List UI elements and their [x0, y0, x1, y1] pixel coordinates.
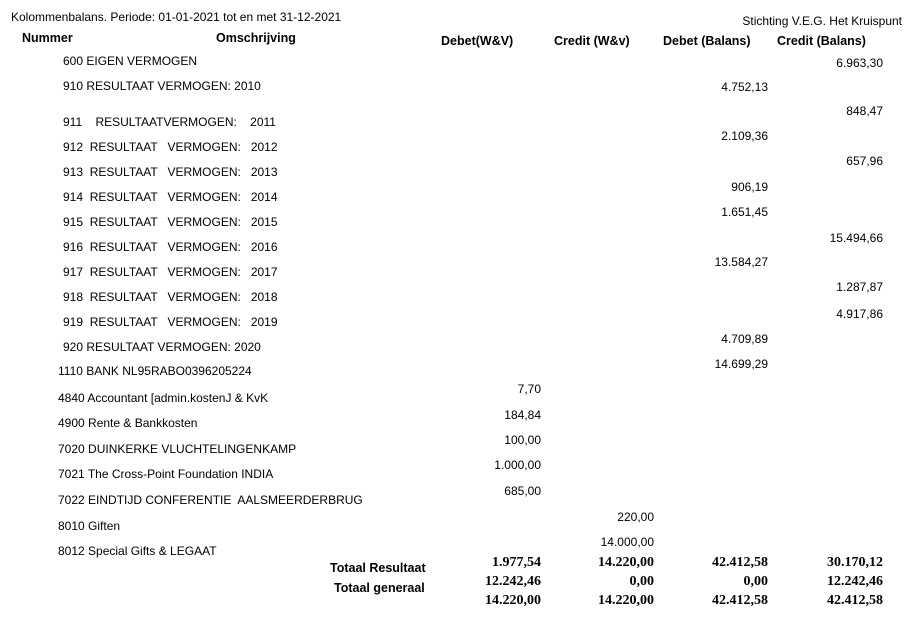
amount-debet-wv: 7,70 [517, 382, 541, 396]
column-header-credit-balans: Credit (Balans) [777, 34, 866, 48]
account-label: 600 EIGEN VERMOGEN [63, 54, 198, 68]
account-label: 8012 Special Gifts & LEGAAT [58, 544, 217, 558]
totaal-generaal-credit-wv: 0,00 [629, 574, 654, 589]
totaal-generaal-debet-wv: 12.242,46 [485, 574, 541, 589]
account-label: 913 RESULTAAT VERMOGEN: 2013 [63, 165, 278, 179]
account-label: 8010 Giften [58, 519, 121, 533]
account-label: 917 RESULTAAT VERMOGEN: 2017 [63, 265, 278, 279]
account-label: 910 RESULTAAT VERMOGEN: 2010 [63, 79, 261, 93]
account-label: 1110 BANK NL95RABO0396205224 [58, 364, 252, 378]
amount-debet-balans: 2.109,36 [721, 129, 768, 143]
amount-credit-balans: 1.287,87 [836, 280, 883, 294]
account-label: 7021 The Cross-Point Foundation INDIA [58, 467, 274, 481]
report-title: Kolommenbalans. Periode: 01-01-2021 tot en met 31-12-2021 [11, 10, 342, 24]
column-header-nummer: Nummer [22, 31, 73, 45]
account-label: 4900 Rente & Bankkosten [58, 416, 198, 430]
amount-debet-wv: 685,00 [504, 484, 541, 498]
amount-credit-balans: 6.963,30 [836, 56, 883, 70]
column-header-credit-wv: Credit (W&v) [554, 34, 630, 48]
column-header-debet-wv: Debet(W&V) [441, 34, 514, 48]
account-label: 7020 DUINKERKE VLUCHTELINGENKAMP [58, 442, 297, 456]
final-total-credit-balans: 42.412,58 [827, 593, 883, 608]
totaal-resultaat-credit-wv: 14.220,00 [598, 555, 654, 570]
totaal-generaal-debet-balans: 0,00 [743, 574, 768, 589]
final-total-credit-wv: 14.220,00 [598, 593, 654, 608]
account-label: 916 RESULTAAT VERMOGEN: 2016 [63, 240, 278, 254]
account-label: 918 RESULTAAT VERMOGEN: 2018 [63, 290, 278, 304]
amount-credit-wv: 14.000,00 [600, 535, 654, 549]
amount-debet-balans: 906,19 [731, 180, 768, 194]
organization-name: Stichting V.E.G. Het Kruispunt [742, 14, 902, 28]
totaal-resultaat-label: Totaal Resultaat [330, 561, 426, 575]
amount-credit-wv: 220,00 [617, 510, 654, 524]
account-label: 920 RESULTAAT VERMOGEN: 2020 [63, 340, 261, 354]
final-total-debet-wv: 14.220,00 [485, 593, 541, 608]
account-label: 912 RESULTAAT VERMOGEN: 2012 [63, 140, 278, 154]
amount-debet-wv: 100,00 [504, 433, 541, 447]
amount-debet-balans: 14.699,29 [714, 357, 768, 371]
amount-debet-balans: 4.709,89 [721, 332, 768, 346]
amount-credit-balans: 15.494,66 [829, 231, 883, 245]
account-label: 915 RESULTAAT VERMOGEN: 2015 [63, 215, 278, 229]
amount-debet-wv: 1.000,00 [494, 458, 541, 472]
totaal-resultaat-debet-wv: 1.977,54 [492, 555, 541, 570]
amount-debet-balans: 13.584,27 [714, 255, 768, 269]
totaal-resultaat-credit-balans: 30.170,12 [827, 555, 883, 570]
account-label: 911 RESULTAATVERMOGEN: 2011 [63, 115, 276, 129]
amount-credit-balans: 657,96 [846, 154, 883, 168]
column-header-omschrijving: Omschrijving [216, 31, 296, 45]
column-header-debet-balans: Debet (Balans) [663, 34, 751, 48]
amount-credit-balans: 848,47 [846, 104, 883, 118]
account-label: 914 RESULTAAT VERMOGEN: 2014 [63, 190, 278, 204]
account-label: 919 RESULTAAT VERMOGEN: 2019 [63, 315, 278, 329]
amount-debet-balans: 4.752,13 [721, 80, 768, 94]
totaal-generaal-label: Totaal generaal [334, 581, 425, 595]
amount-debet-balans: 1.651,45 [721, 205, 768, 219]
amount-credit-balans: 4.917,86 [836, 307, 883, 321]
amount-debet-wv: 184,84 [504, 408, 541, 422]
totaal-resultaat-debet-balans: 42.412,58 [712, 555, 768, 570]
account-label: 4840 Accountant [admin.kostenJ & KvK [58, 391, 269, 405]
totaal-generaal-credit-balans: 12.242,46 [827, 574, 883, 589]
final-total-debet-balans: 42.412,58 [712, 593, 768, 608]
account-label: 7022 EINDTIJD CONFERENTIE AALSMEERDERBRUG [58, 493, 363, 507]
